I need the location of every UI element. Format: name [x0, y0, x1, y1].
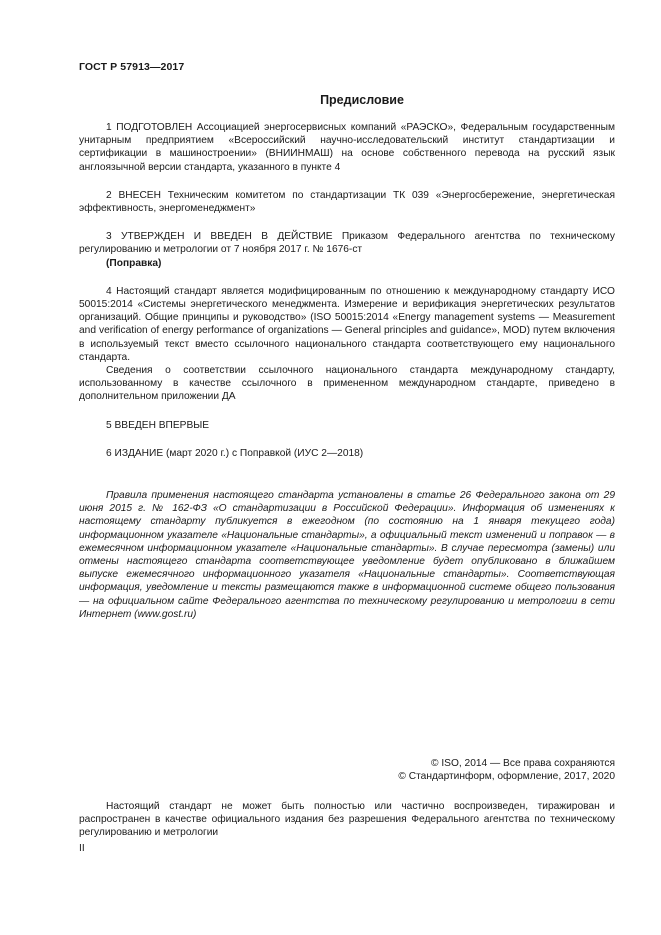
foreword-item-5-text: 5 ВВЕДЕН ВПЕРВЫЕ [106, 419, 210, 431]
foreword-item-3-text: 3 УТВЕРЖДЕН И ВВЕДЕН В ДЕЙСТВИЕ Приказом Федерального агентства по техническому регулированию и метрологии от 7 ноября 2017 г. № 1676-ст [79, 231, 615, 256]
document-code: ГОСТ Р 57913—2017 [79, 61, 185, 73]
foreword-item-2 [79, 189, 615, 215]
section-title: Предисловие [320, 93, 404, 107]
foreword-item-6 [79, 447, 615, 460]
reproduction-notice: Настоящий стандарт не может быть полностью или частично воспроизведен, тиражирован и распространен в качестве официального издания без разрешения Федерального агентства по техническому регулированию и метрологии [79, 801, 615, 839]
foreword-item-2-text: 2 ВНЕСЕН Техническим комитетом по стандартизации ТК 039 «Энергосбережение, энергетическая эффективность, энергоменеджмент» [79, 189, 615, 215]
foreword-body [79, 121, 615, 475]
foreword-item-1-text: 1 ПОДГОТОВЛЕН Ассоциацией энергосервисных компаний «РАЭСКО», Федеральным государственным унитарным предприятием «Всероссийский научно-исследовательский институт стандартизации и сертификации в машиностроении» (ВНИИНМАШ) на основе собственного перевода на русский язык англоязычной версии стандарта, указанного в пункте 4 [79, 122, 615, 173]
foreword-item-4-text: 4 Настоящий стандарт является модифицированным по отношению к международному стандарту ИСО 50015:2014 «Системы энергетического менеджмента. Измерение и верификация энергетических результатов организаций. Общие принципы и руководство» (ISO 50015:2014 «Energy management systems — Measurement and verification of energy performance of organizations — General principles and guidance», MOD) путем включения в используемый текст вместо ссылочного национального стандарта соответствующего ему национального стандарта. [79, 285, 615, 363]
application-rules-note: Правила применения настоящего стандарта установлены в статье 26 Федерального закона от 29 июня 2015 г. № 162-ФЗ «О стандартизации в Российской Федерации». Информация об изменениях к настоящему стандарту публикуется в ежегодном (по состоянию на 1 января текущего года) информационном указателе «Национальные стандарты», а официальный текст изменений и поправок — в ежемесячном информационном указателе «Национальные стандарты». В случае пересмотра (замены) или отмены настоящего стандарта соответствующее уведомление будет опубликовано в ближайшем выпуске ежемесячного информационного указателя «Национальные стандарты». Соответствующая информация, уведомление и тексты размещаются также в информационной системе общего пользования — на официальном сайте Федерального агентства по техническому регулированию и метрологии в сети Интернет (www.gost.ru) [79, 490, 615, 620]
foreword-item-1 [79, 121, 615, 174]
foreword-item-3 [79, 230, 615, 270]
foreword-item-4-continuation: Сведения о соответствии ссылочного национального стандарта международному стандарту, использованному в качестве ссылочного в примененном международном стандарте, приведено в дополнительном приложении ДА [79, 365, 615, 403]
amendment-label: (Поправка) [106, 257, 162, 269]
copyright-block [398, 757, 615, 783]
foreword-item-4 [79, 285, 615, 404]
foreword-item-6-text: 6 ИЗДАНИЕ (март 2020 г.) с Поправкой (ИУС 2—2018) [106, 447, 364, 459]
copyright-iso: © ISO, 2014 — Все права сохраняются [431, 758, 615, 769]
page-number: II [79, 843, 85, 854]
foreword-item-5 [79, 419, 615, 432]
copyright-publisher: © Стандартинформ, оформление, 2017, 2020 [398, 771, 615, 783]
